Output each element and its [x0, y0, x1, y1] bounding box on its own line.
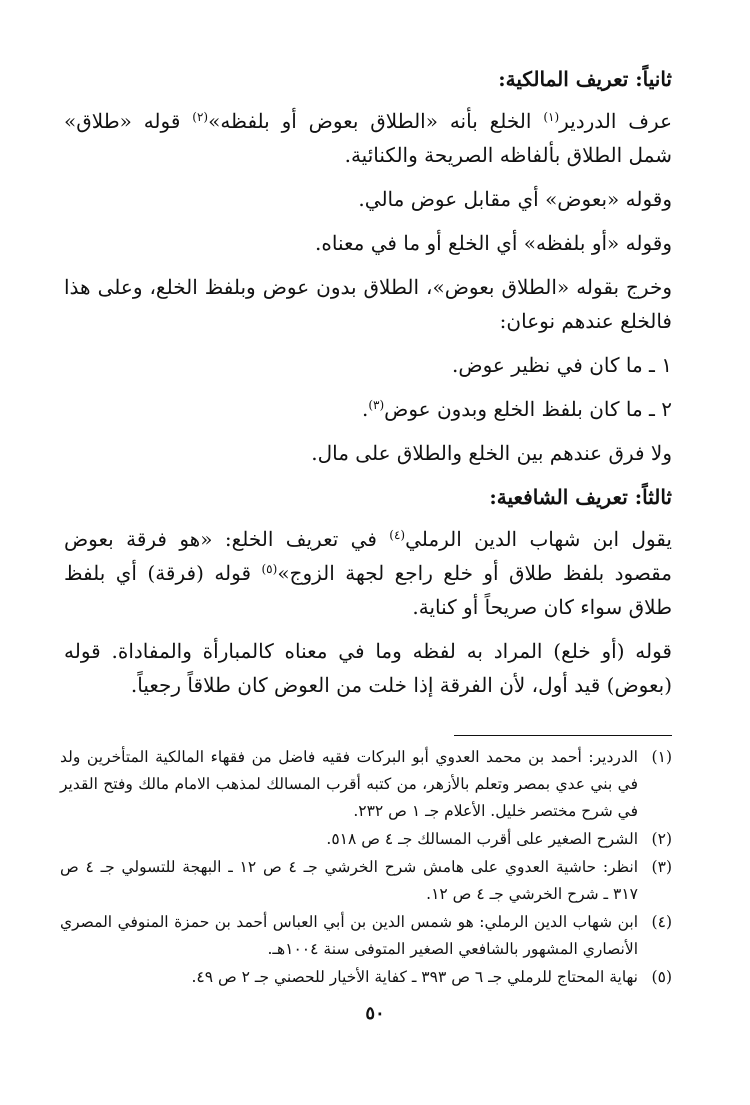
paragraph-aw-khul: قوله (أو خلع) المراد به لفظه وما في معناه كالمبارأة والمفاداة. قوله (بعوض) قيد أول، لأن الفرقة إذا خلت من العوض كان طلاقاً رجعياً.	[64, 639, 672, 697]
paragraph-bi-lafzih: وقوله «أو بلفظه» أي الخلع أو ما في معناه.	[315, 231, 672, 255]
main-text	[64, 62, 672, 712]
footnote-number: (٢)	[651, 830, 672, 848]
paragraph-kharaja: وخرج بقوله «الطلاق بعوض»، الطلاق بدون عوض وبلفظ الخلع، وعلى هذا فالخلع عندهم نوعان:	[64, 275, 672, 333]
list-item-1: ١ ـ ما كان في نظير عوض.	[452, 353, 672, 377]
footnote-ref-5: (٥)	[261, 562, 278, 576]
footnote-text: الدردير: أحمد بن محمد العدوي أبو البركات فقيه فاضل من فقهاء المالكية المتأخرين ولد في بني عدي بمصر وتعلم بالأزهر، من كتبه أقرب المسالك لمذهب الامام مالك وفتح القدير في شرح مختصر خليل. الأعلام جـ ١ ص ٢٣٢.	[60, 748, 638, 820]
footnote-number: (٥)	[651, 968, 672, 986]
paragraph-bi-iwad: وقوله «بعوض» أي مقابل عوض مالي.	[358, 187, 672, 211]
paragraph-ramli-definition: يقول ابن شهاب الدين الرملي$^{(٤)}$ في تعريف الخلع: «هو فرقة بعوض مقصود بلفظ طلاق أو خلع راجع لجهة الزوج»$^{(٥)}$ قوله (فرقة) أي بلفظ طلاق سواء كان صريحاً أو كناية.	[64, 527, 673, 619]
footnote-text: الشرح الصغير على أقرب المسالك جـ ٤ ص ٥١٨.	[326, 830, 638, 848]
footnote-2	[60, 826, 672, 853]
paragraph-no-difference: ولا فرق عندهم بين الخلع والطلاق على مال.	[311, 441, 672, 465]
section-heading-shafii: ثالثاً: تعريف الشافعية:	[489, 485, 672, 509]
footnote-separator	[454, 735, 672, 736]
footnotes	[60, 744, 672, 992]
footnote-number: (٤)	[651, 913, 672, 931]
page-number: ٥٠	[365, 1003, 385, 1024]
footnote-ref-1: (١)	[543, 110, 560, 124]
footnote-text: نهاية المحتاج للرملي جـ ٦ ص ٣٩٣ ـ كفاية الأخيار للحصني جـ ٢ ص ٤٩.	[191, 968, 638, 986]
list-item-2: ٢ ـ ما كان بلفظ الخلع وبدون عوض$^{(٣)}$.	[361, 397, 672, 421]
footnote-ref-3: (٣)	[368, 398, 385, 412]
paragraph-dardir-definition: عرف الدردير$^{(١)}$ الخلع بأنه «الطلاق بعوض أو بلفظه»$^{(٢)}$ قوله «طلاق» شمل الطلاق بألفاظه الصريحة والكنائية.	[64, 109, 673, 167]
footnote-ref-4: (٤)	[389, 528, 406, 542]
footnote-5	[60, 964, 672, 991]
footnote-number: (٣)	[651, 858, 672, 876]
footnote-1	[60, 744, 672, 825]
footnote-text: ابن شهاب الدين الرملي: هو شمس الدين بن أبي العباس أحمد بن حمزة المنوفي المصري الأنصاري المشهور بالشافعي الصغير المتوفى سنة ١٠٠٤هـ.	[60, 913, 638, 958]
footnote-4	[60, 909, 672, 963]
footnote-number: (١)	[651, 748, 672, 766]
footnote-ref-2: (٢)	[192, 110, 209, 124]
footnote-3	[60, 854, 672, 908]
footnote-text: انظر: حاشية العدوي على هامش شرح الخرشي جـ ٤ ص ١٢ ـ البهجة للتسولي جـ ٤ ص ٣١٧ ـ شرح الخرشي جـ ٤ ص ١٢.	[60, 858, 639, 903]
section-heading-maliki: ثانياً: تعريف المالكية:	[498, 67, 672, 91]
